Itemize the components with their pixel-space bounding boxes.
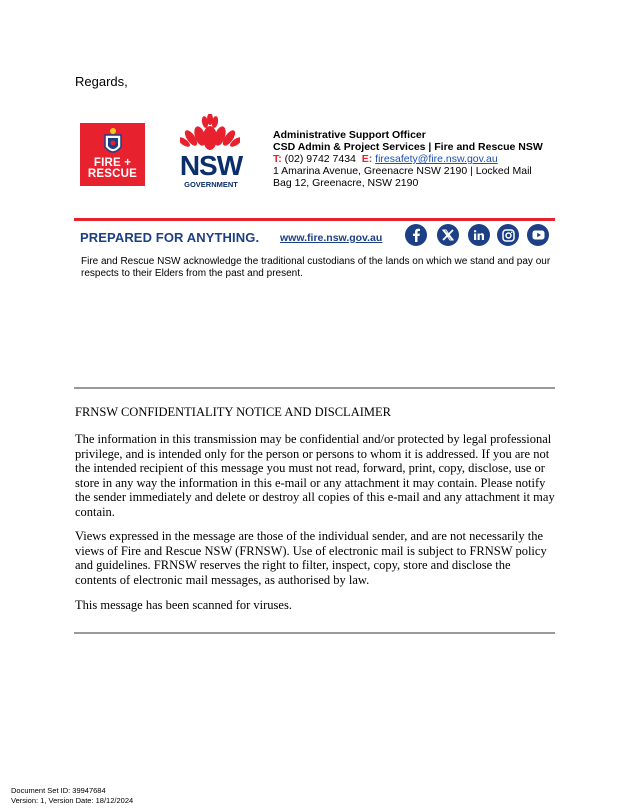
fire-rescue-logo-line2: RESCUE [87,168,138,180]
virus-scan-paragraph: This message has been scanned for viruses. [75,598,292,612]
facebook-icon[interactable] [405,224,427,246]
acknowledgement-text: Fire and Rescue NSW acknowledge the traditional custodians of the lands on which we stand and pay our respects to their Elders from the past and present. [81,256,551,279]
red-divider [74,218,555,221]
email-label: E: [361,153,373,165]
website-link[interactable]: www.fire.nsw.gov.au [280,232,383,244]
version-info: Version: 1, Version Date: 18/12/2024 [11,796,134,805]
notice-title: FRNSW CONFIDENTIALITY NOTICE AND DISCLAIMER [75,405,391,419]
document-footer [11,786,133,806]
nsw-government-logo [176,114,246,190]
bottom-divider [74,632,555,634]
waratah-icon [180,114,240,154]
email-signature [273,129,563,189]
tagline: PREPARED FOR ANYTHING. [80,230,260,245]
greeting: Regards, [75,74,128,89]
crest-icon [98,127,128,159]
fire-rescue-logo [80,123,145,186]
phone-number: (02) 9742 7434 [284,153,356,165]
government-wordmark: GOVERNMENT [184,180,238,189]
youtube-icon[interactable] [527,224,549,246]
address-line1: 1 Amarina Avenue, Greenacre NSW 2190 | Locked Mail [273,165,532,177]
nsw-wordmark: NSW [179,150,243,181]
top-divider [74,387,555,389]
address-line2: Bag 12, Greenacre, NSW 2190 [273,177,419,189]
document-set-id: Document Set ID: 39947684 [11,786,106,795]
confidentiality-paragraph: The information in this transmission may be confidential and/or protected by legal professional privilege, and is intended only for the person or persons to whom it is addressed. If you are not the intended recipient of this message you must not read, forward, print, copy, disclose, use or store in any way the information in this e-mail or any attachment it may contain. Please notify the sender immediately and delete or destroy all copies of this e-mail and any attachment it may contain. [75,432,555,519]
linkedin-icon[interactable] [468,224,490,246]
email-link[interactable]: firesafety@fire.nsw.gov.au [375,153,498,165]
signature-department: CSD Admin & Project Services | Fire and Rescue NSW [273,141,543,153]
instagram-icon[interactable] [497,224,519,246]
fire-rescue-logo-line1: FIRE + [93,157,132,169]
signature-title: Administrative Support Officer [273,129,426,141]
signature-contact [273,153,563,165]
x-icon[interactable] [437,224,459,246]
views-paragraph: Views expressed in the message are those of the individual sender, and are not necessarily the views of Fire and Rescue NSW (FRNSW). Use of electronic mail is subject to FRNSW policy and guidelines. FRNSW reserves the right to filter, inspect, copy, store and disclose the contents of electronic mail messages, as authorised by law. [75,529,547,587]
phone-label: T: [273,153,282,165]
